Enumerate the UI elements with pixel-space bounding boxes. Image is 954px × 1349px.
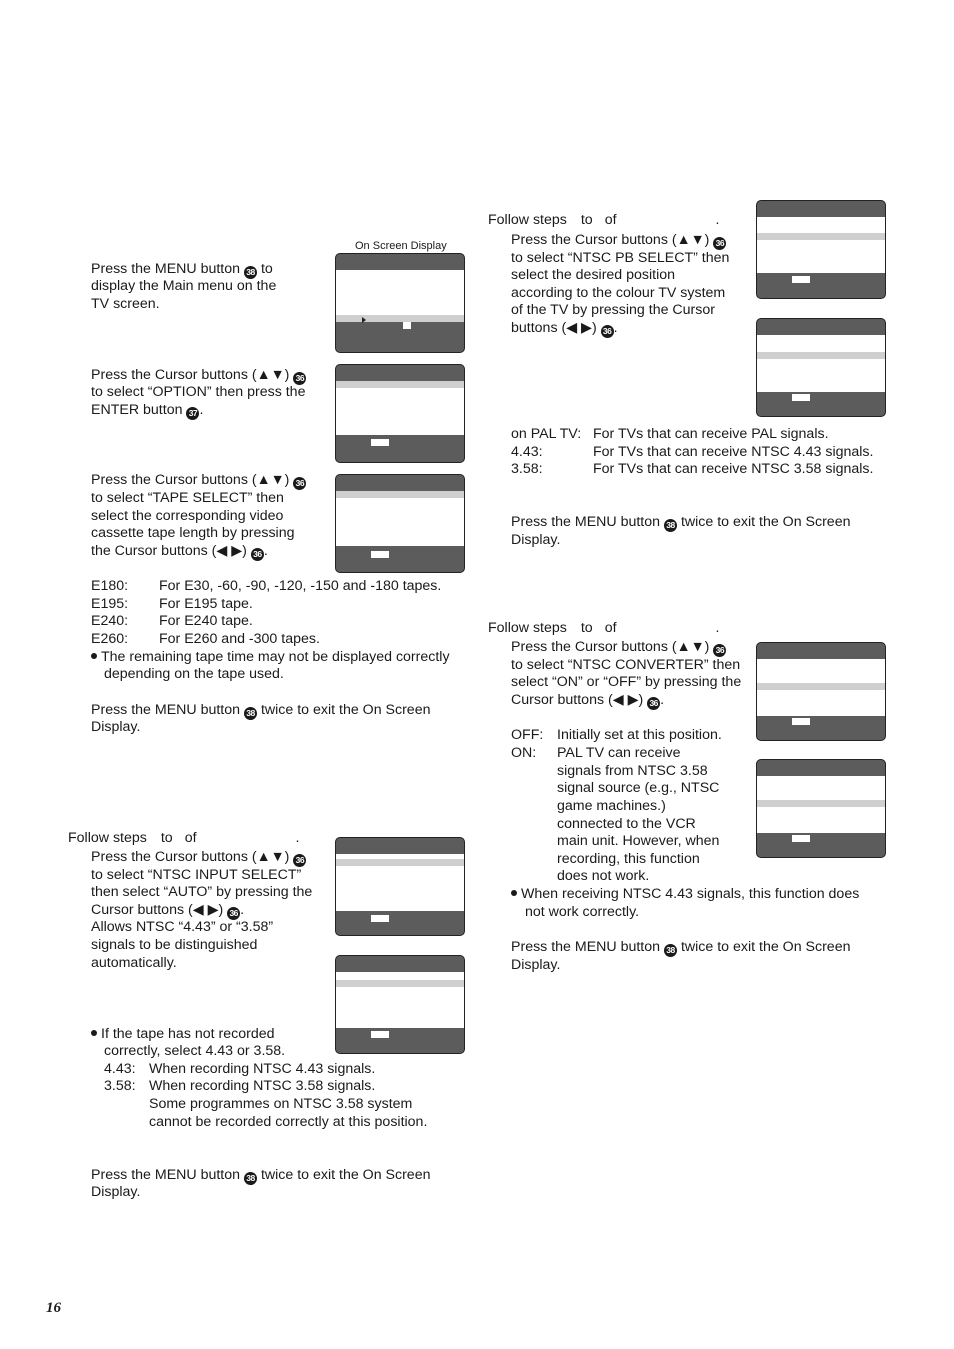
tv-screen-main-menu (335, 253, 465, 353)
pb-line3: select the desired position (511, 267, 676, 283)
conv-line2: to select “NTSC CONVERTER” then (511, 657, 741, 673)
ntsc-input-line6: signals to be distinguished (91, 937, 258, 953)
ntsc-extra-line1: Some programmes on NTSC 3.58 system (149, 1096, 413, 1112)
step3-line4: cassette tape length by pressing (91, 525, 295, 541)
cursor-button-icon: 36 (251, 548, 264, 561)
conv-on-line5: connected to the VCR (557, 816, 696, 832)
tape-option-e180: E180: For E30, -60, -90, -120, -150 and -180 tapes. (91, 578, 442, 594)
exit1-line1: Press the MENU button 38 twice to exit the On Screen (91, 702, 431, 718)
bullet-icon (511, 890, 517, 896)
ntsc-input-line3: then select “AUTO” by pressing the (91, 884, 313, 900)
pb-option-443: 4.43: For TVs that can receive NTSC 4.43 signals. (511, 444, 874, 460)
step2-line1: Press the Cursor buttons (▲▼) 36 (91, 367, 306, 385)
conv-note-line2: not work correctly. (525, 904, 640, 920)
conv-on-line8: does not work. (557, 868, 650, 884)
ntsc-option-443: 4.43: When recording NTSC 4.43 signals. (104, 1061, 376, 1077)
ntsc-input-line4: Cursor buttons (◀ ▶) 36 . (91, 902, 245, 918)
cursor-button-icon: 36 (293, 372, 306, 385)
conv-follow: Follow steps to of . (488, 620, 720, 636)
ntsc-input-line2: to select “NTSC INPUT SELECT” (91, 867, 302, 883)
tape-option-e260: E260: For E260 and -300 tapes. (91, 631, 320, 647)
cursor-button-icon: 36 (713, 644, 726, 657)
exit3-line1: Press the MENU button 38 twice to exit the On Screen (511, 514, 851, 530)
menu-button-icon: 38 (664, 519, 677, 532)
ntsc-option-358: 3.58: When recording NTSC 3.58 signals. (104, 1078, 376, 1094)
cursor-button-icon: 36 (647, 697, 660, 710)
ntsc-input-follow: Follow steps to of . (68, 830, 300, 846)
cursor-button-icon: 36 (713, 237, 726, 250)
bullet-icon (91, 1030, 97, 1036)
tv-screen-pb-select-2 (756, 318, 886, 417)
conv-on-key: ON: (511, 745, 537, 761)
conv-line1: Press the Cursor buttons (▲▼) 36 (511, 639, 726, 657)
tv-screen-pb-select-1 (756, 200, 886, 299)
conv-line4: Cursor buttons (◀ ▶) 36 . (511, 692, 665, 708)
tape-option-e240: E240: For E240 tape. (91, 613, 253, 629)
step2-line3: ENTER button 37 . (91, 402, 204, 418)
conv-note-line1: When receiving NTSC 4.43 signals, this function does (511, 886, 859, 904)
tape-note-line1: The remaining tape time may not be displayed correctly (91, 649, 450, 667)
tv-screen-ntsc-input-2 (335, 955, 465, 1054)
pb-line6: buttons (◀ ▶) 36 . (511, 320, 618, 336)
tv-screen-option (335, 364, 465, 463)
conv-on-line4: game machines.) (557, 798, 666, 814)
step1-line1: Press the MENU button 38 to (91, 261, 273, 277)
pb-line2: to select “NTSC PB SELECT” then (511, 250, 730, 266)
pb-line5: of the TV by pressing the Cursor (511, 302, 715, 318)
page-number: 16 (46, 1300, 61, 1316)
conv-off: OFF: Initially set at this position. (511, 727, 722, 743)
tv-screen-tape-select (335, 474, 465, 573)
conv-on-line6: main unit. However, when (557, 833, 720, 849)
step1-line2: display the Main menu on the (91, 278, 277, 294)
ntsc-extra-line2: cannot be recorded correctly at this position. (149, 1114, 428, 1130)
cursor-arrow-icon (362, 317, 366, 323)
step3-line1: Press the Cursor buttons (▲▼) 36 (91, 472, 306, 490)
enter-button-icon: 37 (186, 407, 199, 420)
menu-button-icon: 38 (244, 266, 257, 279)
cursor-button-icon: 36 (293, 477, 306, 490)
exit4-line2: Display. (511, 957, 561, 973)
menu-button-icon: 38 (244, 707, 257, 720)
cursor-button-icon: 36 (293, 854, 306, 867)
conv-on-line7: recording, this function (557, 851, 700, 867)
pb-option-pal: on PAL TV: For TVs that can receive PAL signals. (511, 426, 829, 442)
osd-caption: On Screen Display (355, 240, 447, 252)
ntsc-input-line7: automatically. (91, 955, 177, 971)
exit1-line2: Display. (91, 719, 141, 735)
step2-line2: to select “OPTION” then press the (91, 384, 306, 400)
tape-option-e195: E195: For E195 tape. (91, 596, 253, 612)
ntsc-input-line5: Allows NTSC “4.43” or “3.58” (91, 919, 274, 935)
ntsc-input-line1: Press the Cursor buttons (▲▼) 36 (91, 849, 306, 867)
tape-note-line2: depending on the tape used. (104, 666, 284, 682)
conv-on-line1: PAL TV can receive (557, 745, 681, 761)
step1-line3: TV screen. (91, 296, 160, 312)
exit2-line2: Display. (91, 1184, 141, 1200)
pb-follow: Follow steps to of . (488, 212, 720, 228)
step3-line3: select the corresponding video (91, 508, 284, 524)
step3-line5: the Cursor buttons (◀ ▶) 36 . (91, 543, 268, 559)
exit4-line1: Press the MENU button 38 twice to exit the On Screen (511, 939, 851, 955)
exit3-line2: Display. (511, 532, 561, 548)
pb-option-358: 3.58: For TVs that can receive NTSC 3.58 signals. (511, 461, 874, 477)
pb-line4: according to the colour TV system (511, 285, 726, 301)
tv-screen-ntsc-input-1 (335, 837, 465, 936)
conv-on-line3: signal source (e.g., NTSC (557, 780, 720, 796)
conv-line3: select “ON” or “OFF” by pressing the (511, 674, 742, 690)
bullet-icon (91, 653, 97, 659)
step3-line2: to select “TAPE SELECT” then (91, 490, 284, 506)
menu-button-icon: 38 (244, 1172, 257, 1185)
ntsc-note-line1: If the tape has not recorded (91, 1026, 275, 1044)
cursor-button-icon: 36 (601, 325, 614, 338)
menu-button-icon: 38 (664, 944, 677, 957)
conv-on-line2: signals from NTSC 3.58 (557, 763, 708, 779)
tv-screen-converter-2 (756, 759, 886, 858)
tv-screen-converter-1 (756, 642, 886, 741)
cursor-button-icon: 36 (227, 907, 240, 920)
exit2-line1: Press the MENU button 38 twice to exit the On Screen (91, 1167, 431, 1183)
pb-line1: Press the Cursor buttons (▲▼) 36 (511, 232, 726, 250)
ntsc-note-line2: correctly, select 4.43 or 3.58. (104, 1043, 286, 1059)
